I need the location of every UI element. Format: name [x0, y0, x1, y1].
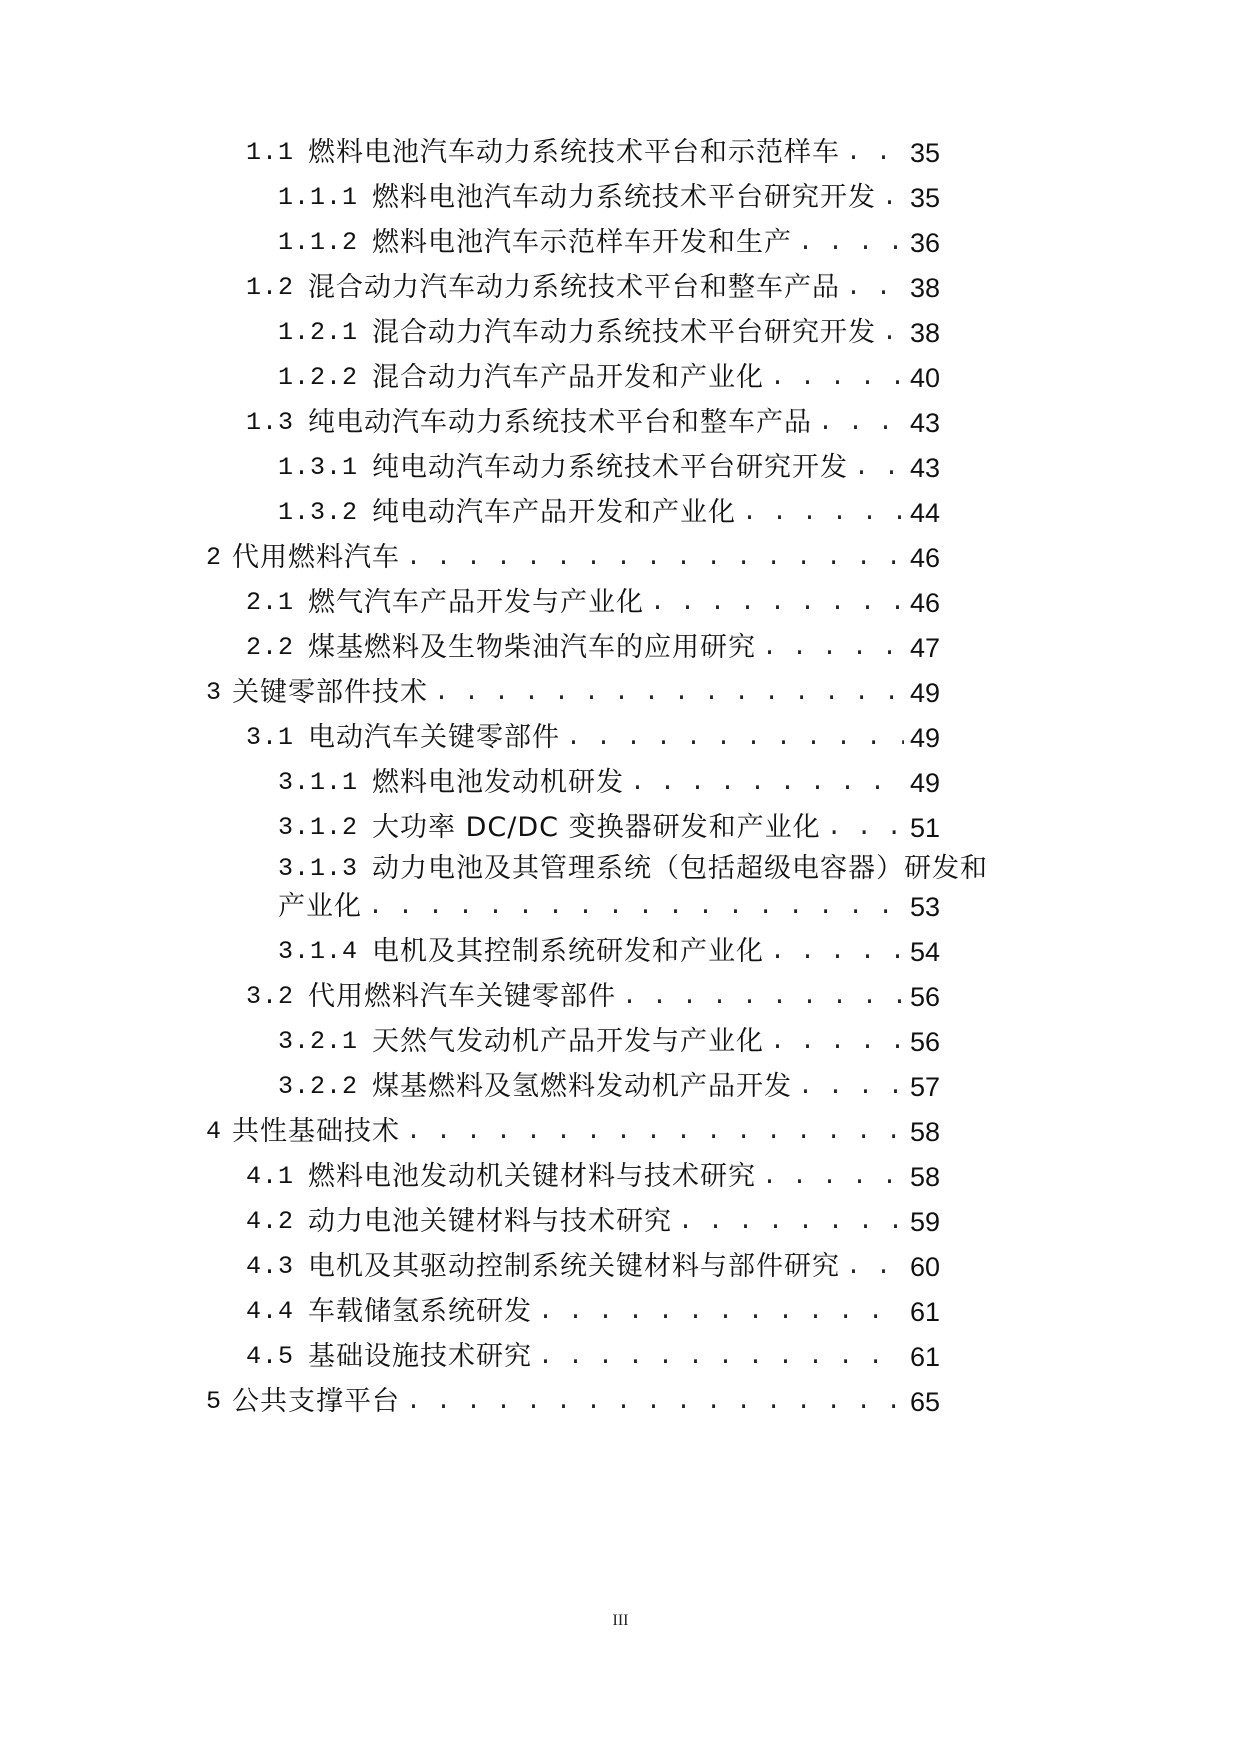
toc-entry[interactable] [278, 1025, 940, 1059]
dot-leader [434, 676, 904, 710]
toc-page-number: 38 [909, 273, 940, 303]
toc-title: 基础设施技术研究 [308, 1341, 533, 1372]
toc-number: 3.2.1 [278, 1027, 359, 1056]
toc-title: 天然气发动机产品开发与产业化 [372, 1026, 765, 1057]
toc-page-number: 58 [909, 1162, 940, 1192]
dot-leader [406, 1385, 904, 1419]
toc-number: 2.1 [246, 588, 295, 617]
toc-entry[interactable] [246, 1295, 940, 1329]
dot-leader [538, 1340, 904, 1374]
toc-entry[interactable] [278, 1070, 940, 1104]
dot-leader [622, 980, 904, 1014]
dot-leader [678, 1205, 904, 1239]
toc-number: 1.2.1 [278, 318, 359, 347]
toc-title: 代用燃料汽车 [232, 542, 401, 573]
dot-leader [770, 935, 904, 969]
toc-number: 1.1.2 [278, 228, 359, 257]
dot-leader [846, 271, 904, 305]
toc-page-number: 44 [909, 498, 940, 528]
toc-title: 燃料电池汽车示范样车开发和生产 [372, 227, 793, 258]
toc-title: 燃气汽车产品开发与产业化 [308, 587, 645, 618]
toc-entry[interactable] [278, 361, 940, 395]
toc-title: 代用燃料汽车关键零部件 [308, 981, 617, 1012]
toc-page-number: 61 [909, 1342, 940, 1372]
toc-entry[interactable] [278, 451, 940, 485]
toc-entry[interactable] [246, 1205, 940, 1239]
toc-number: 3.2.2 [278, 1072, 359, 1101]
toc-page-number: 54 [909, 937, 940, 967]
dot-leader [538, 1295, 904, 1329]
toc-page-number: 53 [909, 892, 940, 922]
toc-title: 混合动力汽车动力系统技术平台研究开发 [372, 317, 877, 348]
toc-title-continued: 产业化 [278, 891, 362, 922]
toc-number: 1.3.2 [278, 498, 359, 527]
toc-entry[interactable] [206, 676, 940, 710]
dot-leader [827, 811, 904, 845]
toc-title: 燃料电池发动机关键材料与技术研究 [308, 1161, 757, 1192]
toc-title: 动力电池关键材料与技术研究 [308, 1206, 673, 1237]
toc-title: 电动汽车关键零部件 [308, 722, 561, 753]
dot-leader [406, 1115, 904, 1149]
toc-page-number: 40 [909, 363, 940, 393]
toc-entry[interactable] [278, 226, 940, 260]
toc-page-number: 35 [909, 183, 940, 213]
toc-page-number: 65 [909, 1387, 940, 1417]
toc-entry[interactable] [246, 721, 940, 755]
toc-page-number: 57 [909, 1072, 940, 1102]
dot-leader [798, 1070, 904, 1104]
toc-number: 1.2.2 [278, 363, 359, 392]
toc-number: 3.1.3 [278, 854, 359, 883]
toc-entry[interactable] [246, 1160, 940, 1194]
toc-page-number: 35 [909, 138, 940, 168]
dot-leader [368, 890, 904, 924]
toc-page-number: 49 [909, 768, 940, 798]
toc-entry[interactable] [278, 852, 989, 924]
toc-number: 3.1.1 [278, 768, 359, 797]
toc-title: 电机及其控制系统研发和产业化 [372, 936, 765, 967]
toc-entry[interactable] [278, 181, 940, 215]
dot-leader [818, 406, 904, 440]
dot-leader [846, 1250, 904, 1284]
dot-leader [566, 721, 904, 755]
toc-title: 燃料电池汽车动力系统技术平台研究开发 [372, 182, 877, 213]
toc-title: 公共支撑平台 [232, 1386, 401, 1417]
toc-number: 3 [206, 678, 223, 707]
toc-entry[interactable] [246, 631, 940, 665]
toc-entry[interactable] [246, 586, 940, 620]
dot-leader [770, 361, 904, 395]
toc-number: 3.1.4 [278, 937, 359, 966]
toc-page-number: 60 [909, 1252, 940, 1282]
toc-number: 3.1 [246, 723, 295, 752]
toc-entry-line [278, 852, 989, 886]
toc-entry[interactable] [278, 316, 940, 350]
toc-number: 3.2 [246, 982, 295, 1011]
toc-entry[interactable] [278, 766, 940, 800]
toc-page-number: 56 [909, 982, 940, 1012]
toc-number: 2.2 [246, 633, 295, 662]
toc-page-number: 58 [909, 1117, 940, 1147]
dot-leader [762, 631, 904, 665]
toc-number: 1.1.1 [278, 183, 359, 212]
toc-number: 4.5 [246, 1342, 295, 1371]
toc-number: 1.3.1 [278, 453, 359, 482]
toc-entry[interactable] [278, 935, 940, 969]
toc-title: 煤基燃料及氢燃料发动机产品开发 [372, 1071, 793, 1102]
toc-number: 2 [206, 543, 223, 572]
toc-entry[interactable] [206, 1385, 940, 1419]
toc-page-number: 51 [909, 813, 940, 843]
dot-leader [798, 226, 904, 260]
toc-title: 纯电动汽车动力系统技术平台和整车产品 [308, 407, 813, 438]
toc-entry[interactable] [278, 811, 940, 845]
toc-title: 关键零部件技术 [232, 677, 429, 708]
toc-title: 混合动力汽车产品开发和产业化 [372, 362, 765, 393]
dot-leader [846, 136, 904, 170]
toc-title: 车载储氢系统研发 [308, 1296, 533, 1327]
toc-number: 1.2 [246, 273, 295, 302]
toc-page-number: 46 [909, 543, 940, 573]
toc-page-number: 49 [909, 723, 940, 753]
toc-title: 共性基础技术 [232, 1116, 401, 1147]
toc-page-number: 61 [909, 1297, 940, 1327]
toc-entry[interactable] [278, 496, 940, 530]
toc-page-number: 56 [909, 1027, 940, 1057]
toc-number: 4.2 [246, 1207, 295, 1236]
toc-page-number: 59 [909, 1207, 940, 1237]
page-number-footer: III [612, 1612, 629, 1629]
toc-title: 燃料电池发动机研发 [372, 767, 625, 798]
toc-page-number: 49 [909, 678, 940, 708]
toc-page-number: 46 [909, 588, 940, 618]
toc-number: 4 [206, 1117, 223, 1146]
dot-leader [742, 496, 904, 530]
toc-title: 纯电动汽车动力系统技术平台研究开发 [372, 452, 849, 483]
toc-entry[interactable] [246, 271, 940, 305]
toc-title: 煤基燃料及生物柴油汽车的应用研究 [308, 632, 757, 663]
toc-title: 混合动力汽车动力系统技术平台和整车产品 [308, 272, 841, 303]
dot-leader [854, 451, 904, 485]
toc-number: 5 [206, 1387, 223, 1416]
dot-leader [406, 541, 904, 575]
toc-page-number: 43 [909, 408, 940, 438]
toc-number: 4.3 [246, 1252, 295, 1281]
toc-entry[interactable] [246, 1250, 940, 1284]
dot-leader [650, 586, 904, 620]
toc-number: 1.3 [246, 408, 295, 437]
dot-leader [630, 766, 904, 800]
toc-entry[interactable] [246, 980, 940, 1014]
dot-leader [770, 1025, 904, 1059]
dot-leader [882, 181, 904, 215]
toc-entry[interactable] [246, 136, 940, 170]
dot-leader [882, 316, 904, 350]
toc-number: 1.1 [246, 138, 295, 167]
toc-title: 纯电动汽车产品开发和产业化 [372, 497, 737, 528]
toc-page-number: 43 [909, 453, 940, 483]
toc-entry[interactable] [206, 541, 940, 575]
toc-entry[interactable] [206, 1115, 940, 1149]
toc-number: 4.4 [246, 1297, 295, 1326]
toc-title: 动力电池及其管理系统（包括超级电容器）研发和 [372, 853, 989, 884]
toc-page-number: 38 [909, 318, 940, 348]
toc-title: 电机及其驱动控制系统关键材料与部件研究 [308, 1251, 841, 1282]
toc-number: 3.1.2 [278, 813, 359, 842]
toc-title: 大功率 DC/DC 变换器研发和产业化 [372, 812, 821, 843]
toc-entry[interactable] [246, 406, 940, 440]
dot-leader [762, 1160, 904, 1194]
toc-entry-line [278, 890, 940, 924]
toc-page-number: 47 [909, 633, 940, 663]
toc-entry[interactable] [246, 1340, 940, 1374]
toc-number: 4.1 [246, 1162, 295, 1191]
toc-title: 燃料电池汽车动力系统技术平台和示范样车 [308, 137, 841, 168]
toc-page-number: 36 [909, 228, 940, 258]
